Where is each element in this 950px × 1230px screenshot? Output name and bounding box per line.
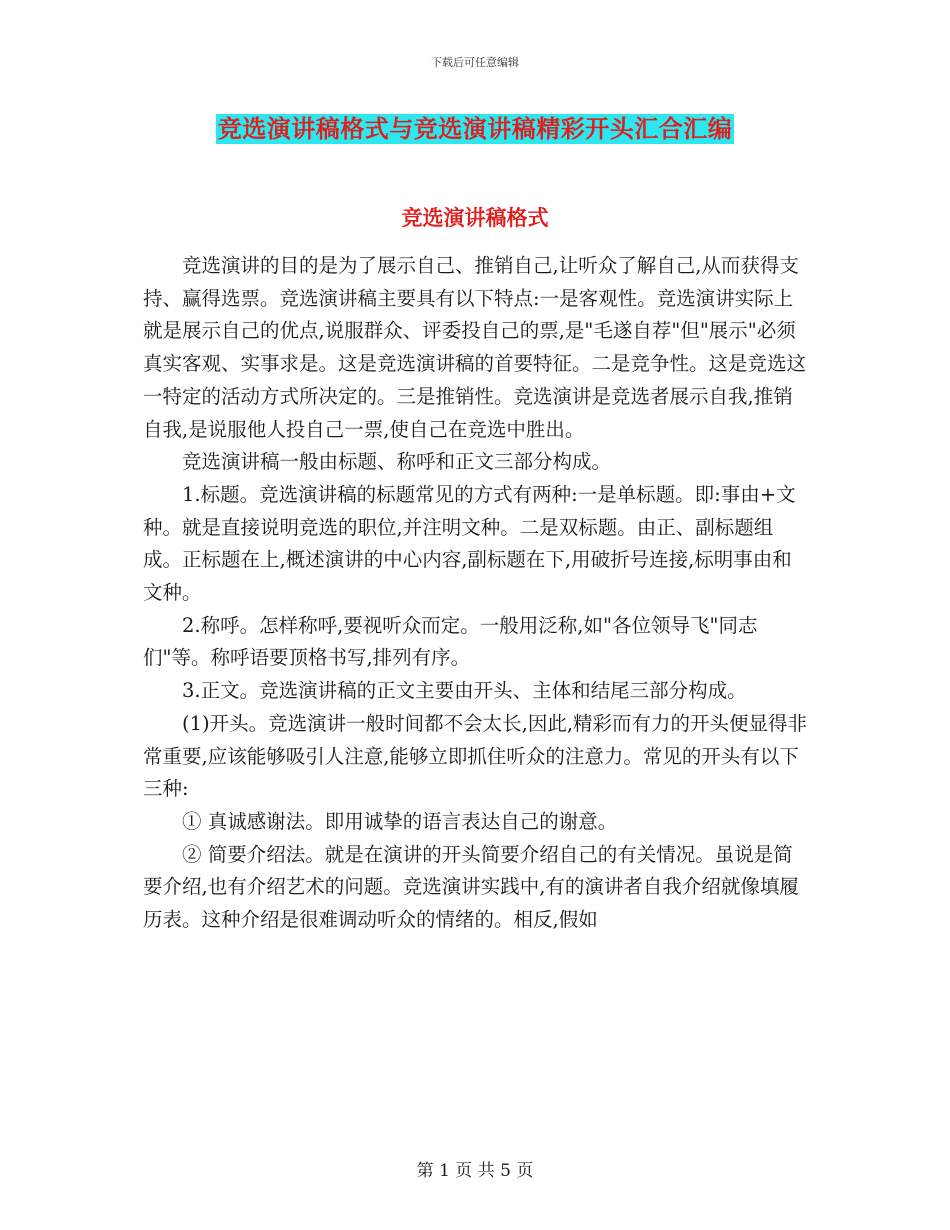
paragraph-method-intro: ② 简要介绍法。就是在演讲的开头简要介绍自己的有关情况。虽说是简要介绍,也有介绍艺术的问题。竞选演讲实践中,有的演讲者自我介绍就像填履历表。这种介绍是很难调动听众的情绪的。相反,假如 [143,842,799,932]
paragraph-structure: 竞选演讲稿一般由标题、称呼和正文三部分构成。 [182,450,612,474]
document-title-text: 竞选演讲稿格式与竞选演讲稿精彩开头汇合汇编 [217,114,733,143]
paragraph-intro: 竞选演讲的目的是为了展示自己、推销自己,让听众了解自己,从而获得支持、赢得选票。竞选演讲稿主要具有以下特点:一是客观性。竞选演讲实际上就是展示自己的优点,说服群众、评委投自己的票,是"毛遂自荐"但"展示"必须真实客观、实事求是。这是竞选演讲稿的首要特征。二是竞争性。这是竞选这一特定的活动方式所决定的。三是推销性。竞选演讲是竞选者展示自我,推销自我,是说服他人投自己一票,使自己在竞选中胜出。 [143,254,807,441]
paragraph-body-section: 3.正文。竞选演讲稿的正文主要由开头、主体和结尾三部分构成。 [182,679,747,703]
page-footer: 第 1 页 共 5 页 [416,1161,534,1181]
paragraph-opening-section: (1)开头。竞选演讲一般时间都不会太长,因此,精彩而有力的开头便显得非常重要,应该能够吸引人注意,能够立即抓住听众的注意力。常见的开头有以下三种: [143,711,808,801]
header-note: 下载后可任意编辑 [431,56,519,69]
paragraph-salutation-section: 2.称呼。怎样称呼,要视听众而定。一般用泛称,如"各位领导飞"同志们"等。称呼语要顶格书写,排列有序。 [143,613,758,670]
document-body [143,250,808,937]
paragraph-title-section: 1.标题。竞选演讲稿的标题常见的方式有两种:一是单标题。即:事由+文种。就是直接说明竞选的职位,并注明文种。二是双标题。由正、副标题组成。正标题在上,概述演讲的中心内容,副标题在下,用破折号连接,标明事由和文种。 [143,482,796,605]
document-title [0,114,950,144]
section-heading: 竞选演讲稿格式 [401,205,549,230]
paragraph-method-thanks: ① 真诚感谢法。即用诚挚的语言表达自己的谢意。 [182,809,618,833]
